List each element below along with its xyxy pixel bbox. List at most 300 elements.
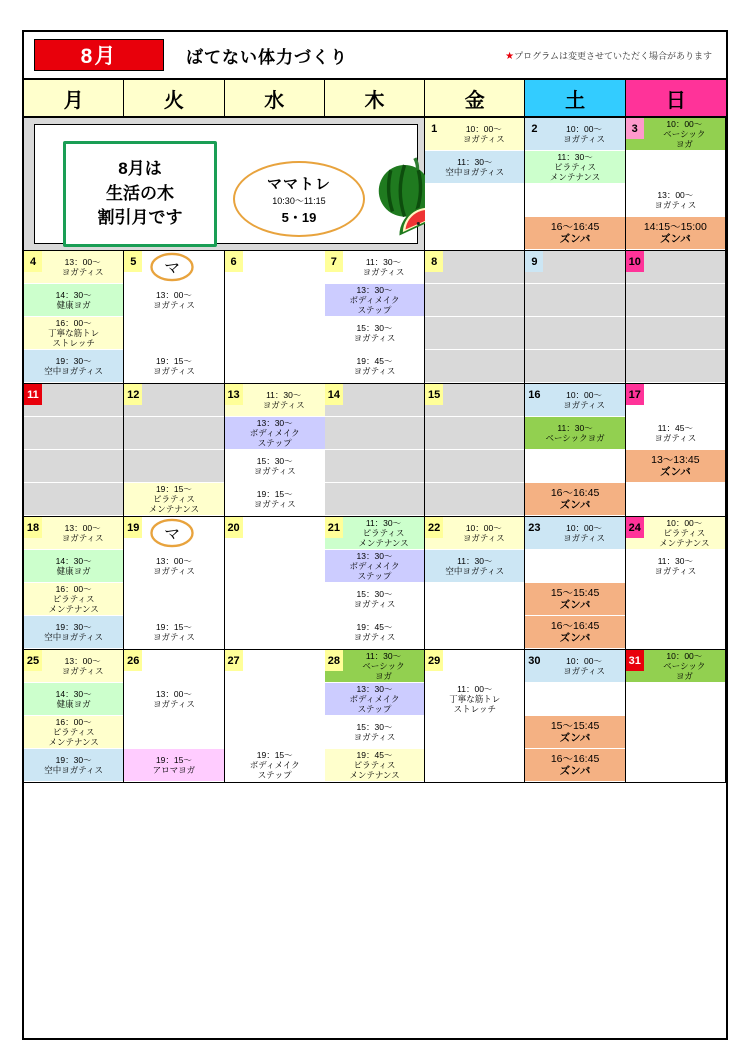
calendar-day-cell[interactable] xyxy=(425,384,525,517)
event-line: 13：00～ xyxy=(64,655,101,666)
calendar-event xyxy=(425,616,524,649)
weekday-header-row xyxy=(24,80,726,118)
month-badge: 8月 xyxy=(34,39,164,71)
event-line: ヨガティス xyxy=(153,566,195,576)
calendar-event xyxy=(325,550,424,583)
calendar-event xyxy=(24,749,123,782)
calendar-event xyxy=(24,450,123,483)
weekday-3: 木 xyxy=(325,80,425,116)
calendar-day-cell[interactable] xyxy=(225,384,325,517)
calendar-event xyxy=(124,616,223,649)
event-line: ヨガティス xyxy=(353,333,396,343)
calendar-event xyxy=(225,317,325,350)
day-number: 23 xyxy=(525,517,543,538)
event-line: メンテナンス xyxy=(48,604,99,614)
event-line: ヨガティス xyxy=(262,400,305,410)
calendar-event xyxy=(24,317,123,350)
event-line: ステップ xyxy=(357,704,392,714)
event-line: 19：45～ xyxy=(356,355,393,366)
calendar-event xyxy=(225,550,325,583)
calendar-day-cell[interactable] xyxy=(124,384,224,517)
event-line: 10：00～ xyxy=(566,522,603,533)
event-line: 15：30～ xyxy=(356,322,393,333)
calendar-event xyxy=(425,450,524,483)
calendar-day-cell[interactable] xyxy=(626,384,726,517)
calendar-event xyxy=(525,151,624,184)
event-line: ヨガティス xyxy=(253,466,296,476)
calendar-event xyxy=(425,583,524,616)
calendar-event xyxy=(525,749,624,782)
mamatore-time: 10:30～11:15 xyxy=(272,195,326,206)
calendar-event xyxy=(525,483,624,516)
calendar-event xyxy=(124,450,223,483)
event-line: ヨガティス xyxy=(654,200,697,210)
event-line: 11：30～ xyxy=(557,151,593,162)
event-line: 13：00～ xyxy=(155,688,192,699)
calendar-event xyxy=(24,417,123,450)
event-line: 13：00～ xyxy=(657,189,694,200)
calendar-event xyxy=(325,350,424,383)
day-number: 15 xyxy=(425,384,443,405)
event-line: ヨガティス xyxy=(362,267,405,277)
event-line: ピラティス xyxy=(362,527,405,538)
calendar-event xyxy=(425,749,524,782)
event-line: 15～15:45 xyxy=(550,719,600,732)
calendar-event xyxy=(425,716,524,749)
calendar-day-cell[interactable] xyxy=(525,517,625,650)
event-line: ヨガティス xyxy=(563,533,605,543)
event-line: ベーシック xyxy=(663,660,706,671)
calendar-event xyxy=(425,550,524,583)
calendar-event xyxy=(325,317,424,350)
event-line: 13：30～ xyxy=(256,417,293,428)
event-line: メンテナンス xyxy=(659,538,710,548)
calendar-event xyxy=(225,284,325,317)
calendar-event xyxy=(626,483,725,516)
event-line: 15～15:45 xyxy=(550,586,600,599)
calendar-event xyxy=(626,284,725,317)
event-line: 15：30～ xyxy=(356,588,393,599)
event-line: ズンバ xyxy=(559,499,591,511)
calendar-event xyxy=(525,550,624,583)
calendar-day-cell[interactable] xyxy=(124,650,224,783)
event-line: 10：00～ xyxy=(566,123,603,134)
calendar-event xyxy=(225,683,325,716)
calendar-event xyxy=(525,217,624,250)
event-line: 空中ヨガティス xyxy=(445,167,505,177)
calendar-day-cell[interactable] xyxy=(24,384,124,517)
event-line: ズンバ xyxy=(559,632,591,644)
calendar-event xyxy=(425,184,524,217)
day-number: 13 xyxy=(225,384,243,405)
day-number: 17 xyxy=(626,384,644,405)
event-line: ストレッチ xyxy=(453,704,496,714)
calendar-event xyxy=(626,583,725,616)
calendar-event xyxy=(325,450,424,483)
event-line: ズンバ xyxy=(559,599,591,611)
calendar-event xyxy=(325,284,424,317)
event-line: ヨガティス xyxy=(353,366,396,376)
mamatore-days: 5・19 xyxy=(281,209,317,225)
event-line: 11：30～ xyxy=(365,256,402,267)
day-number: 8 xyxy=(425,251,443,272)
calendar-day-cell[interactable] xyxy=(325,384,425,517)
event-line: 19：15～ xyxy=(155,621,192,632)
event-line: 16～16:45 xyxy=(550,752,600,765)
event-line: ヨガティス xyxy=(153,632,195,642)
calendar-day-cell[interactable] xyxy=(425,118,525,251)
event-line: ベーシック xyxy=(362,660,405,671)
calendar-event xyxy=(525,284,624,317)
weekday-0: 月 xyxy=(24,80,124,116)
calendar-event xyxy=(525,716,624,749)
calendar-day-cell[interactable] xyxy=(425,251,525,384)
event-line: ピラティス xyxy=(353,759,396,770)
calendar-day-cell[interactable] xyxy=(124,517,224,650)
event-line: 13：00～ xyxy=(155,555,192,566)
day-number: 16 xyxy=(525,384,543,405)
calendar-day-cell[interactable] xyxy=(225,650,325,783)
event-line: ヨガティス xyxy=(353,632,396,642)
event-line: 14：30～ xyxy=(55,555,92,566)
calendar-event xyxy=(425,284,524,317)
calendar-day-cell[interactable] xyxy=(525,384,625,517)
calendar-event xyxy=(626,350,725,383)
event-line: 16：00～ xyxy=(55,583,92,594)
event-line: ヨガティス xyxy=(353,732,396,742)
calendar-event xyxy=(325,716,424,749)
event-line: ピラティス xyxy=(554,161,596,172)
day-number: 7 xyxy=(325,251,343,272)
day-number: 27 xyxy=(225,650,243,671)
event-line: メンテナンス xyxy=(48,737,99,747)
calendar-event xyxy=(225,583,325,616)
event-line: ズンバ xyxy=(559,765,591,777)
event-line: ストレッチ xyxy=(52,338,95,348)
day-number: 26 xyxy=(124,650,142,671)
weekday-1: 火 xyxy=(124,80,224,116)
event-line: 19：45～ xyxy=(356,749,393,760)
event-line: 13～13:45 xyxy=(651,453,700,466)
calendar-event xyxy=(626,151,725,184)
event-line: 丁寧な筋トレ xyxy=(48,327,100,338)
event-line: ピラティス xyxy=(153,493,195,504)
event-line: ステップ xyxy=(357,571,392,581)
event-line: 19：15～ xyxy=(155,483,192,494)
event-line: ヨガティス xyxy=(61,666,104,676)
calendar-event xyxy=(325,483,424,516)
event-line: ボディメイク xyxy=(249,759,300,770)
calendar-event xyxy=(626,450,725,483)
calendar-event xyxy=(325,417,424,450)
event-line: ヨガティス xyxy=(153,366,195,376)
calendar-event xyxy=(525,683,624,716)
event-line: 健康ヨガ xyxy=(56,699,91,709)
event-line: ヨガティス xyxy=(563,400,605,410)
calendar-event xyxy=(325,583,424,616)
calendar-day-cell[interactable] xyxy=(626,251,726,384)
event-line: 15：30～ xyxy=(256,455,293,466)
calendar-event xyxy=(24,284,123,317)
event-line: ヨガティス xyxy=(563,666,605,676)
calendar-event xyxy=(124,483,223,516)
calendar-day-cell[interactable] xyxy=(525,118,625,251)
event-line: ボディメイク xyxy=(349,294,400,305)
calendar-event xyxy=(525,616,624,649)
event-line: 空中ヨガティス xyxy=(44,765,104,775)
day-number: 12 xyxy=(124,384,142,405)
event-line: 19：15～ xyxy=(256,749,293,760)
calendar-event xyxy=(124,749,223,782)
calendar-event xyxy=(225,716,325,749)
calendar-page xyxy=(22,30,728,1040)
event-line: 19：45～ xyxy=(356,621,393,632)
day-number: 22 xyxy=(425,517,443,538)
event-line: 19：30～ xyxy=(55,754,92,765)
event-line: メンテナンス xyxy=(349,770,400,780)
event-line: 16：00～ xyxy=(55,716,92,727)
event-line: 11：30～ xyxy=(365,650,402,661)
event-line: 丁寧な筋トレ xyxy=(449,693,501,704)
event-line: 10：00～ xyxy=(666,118,703,129)
event-line: 16：00～ xyxy=(55,317,92,328)
calendar-event xyxy=(425,317,524,350)
calendar-event xyxy=(225,616,325,649)
event-line: ボディメイク xyxy=(349,693,400,704)
calendar-day-cell[interactable] xyxy=(425,517,525,650)
calendar-event xyxy=(325,749,424,782)
event-line: 10：00～ xyxy=(566,655,603,666)
event-line: 13：00～ xyxy=(64,256,101,267)
calendar-day-cell[interactable] xyxy=(626,650,726,783)
calendar-day-cell[interactable] xyxy=(425,650,525,783)
event-line: ヨガティス xyxy=(153,300,195,310)
event-line: ズンバ xyxy=(659,233,691,245)
event-line: 13：00～ xyxy=(155,289,192,300)
calendar-event xyxy=(425,151,524,184)
event-line: ヨガ xyxy=(675,139,693,149)
event-line: ヨガティス xyxy=(462,134,505,144)
event-line: 19：15～ xyxy=(155,355,192,366)
event-line: ヨガ xyxy=(675,671,693,681)
calendar-header xyxy=(24,32,726,80)
calendar-event xyxy=(24,716,123,749)
day-number: 4 xyxy=(24,251,42,272)
svg-text:マ: マ xyxy=(164,260,181,278)
mamatore-info xyxy=(233,161,365,237)
calendar-event xyxy=(425,217,524,250)
day-number: 1 xyxy=(425,118,443,139)
day-number: 30 xyxy=(525,650,543,671)
event-line: ボディメイク xyxy=(349,560,400,571)
event-line: ベーシック xyxy=(663,128,706,139)
calendar-event xyxy=(525,450,624,483)
day-number: 31 xyxy=(626,650,644,671)
weekday-2: 水 xyxy=(225,80,325,116)
calendar-day-cell[interactable] xyxy=(325,251,425,384)
calendar-day-cell[interactable] xyxy=(225,251,325,384)
promo-banner xyxy=(24,118,425,251)
calendar-event xyxy=(525,583,624,616)
calendar-day-cell[interactable] xyxy=(325,517,425,650)
event-line: 16～16:45 xyxy=(550,486,600,499)
calendar-event xyxy=(24,683,123,716)
calendar-event xyxy=(425,483,524,516)
event-line: ベーシックヨガ xyxy=(545,433,605,443)
event-line: メンテナンス xyxy=(358,538,409,548)
calendar-day-cell[interactable] xyxy=(626,517,726,650)
day-number: 6 xyxy=(225,251,243,272)
calendar-event xyxy=(626,716,725,749)
day-number: 29 xyxy=(425,650,443,671)
weekday-5: 土 xyxy=(525,80,625,116)
event-line: 14:15～15:00 xyxy=(643,220,707,233)
calendar-day-cell[interactable] xyxy=(525,251,625,384)
day-number: 21 xyxy=(325,517,343,538)
calendar-day-cell[interactable] xyxy=(525,650,625,783)
event-line: ヨガティス xyxy=(654,433,697,443)
star-icon: ★ xyxy=(505,50,515,62)
calendar-day-cell[interactable] xyxy=(225,517,325,650)
calendar-event xyxy=(225,749,325,782)
event-line: ヨガティス xyxy=(61,533,104,543)
calendar-event xyxy=(525,350,624,383)
calendar-event xyxy=(325,616,424,649)
day-number: 11 xyxy=(24,384,42,405)
day-number: 28 xyxy=(325,650,343,671)
event-line: ヨガティス xyxy=(563,134,605,144)
svg-text:マ: マ xyxy=(164,526,181,544)
discount-notice-line: 割引月です xyxy=(97,208,183,228)
event-line: 16～16:45 xyxy=(550,220,600,233)
day-number: 19 xyxy=(124,517,142,538)
calendar-event xyxy=(626,184,725,217)
event-line: ズンバ xyxy=(659,466,691,478)
calendar-event xyxy=(24,616,123,649)
event-line: 空中ヨガティス xyxy=(44,366,104,376)
event-line: ヨガティス xyxy=(61,267,104,277)
day-number: 5 xyxy=(124,251,142,272)
event-line: 11：30～ xyxy=(657,555,693,566)
page-title: ばてない体力づくり xyxy=(186,47,348,67)
calendar-day-cell[interactable] xyxy=(24,517,124,650)
weekday-6: 日 xyxy=(626,80,726,116)
event-line: 10：00～ xyxy=(666,517,703,528)
calendar-event xyxy=(425,683,524,716)
calendar-day-cell[interactable] xyxy=(24,251,124,384)
event-line: 19：30～ xyxy=(55,621,92,632)
event-line: ステップ xyxy=(257,438,292,448)
calendar-event xyxy=(24,550,123,583)
day-number: 2 xyxy=(525,118,543,139)
event-line: ヨガティス xyxy=(153,699,195,709)
calendar-day-cell[interactable] xyxy=(626,118,726,251)
event-line: ズンバ xyxy=(559,732,591,744)
calendar-event xyxy=(525,184,624,217)
calendar-event xyxy=(225,450,325,483)
calendar-event xyxy=(124,284,223,317)
calendar-event xyxy=(24,483,123,516)
event-line: ステップ xyxy=(357,305,392,315)
event-line: ピラティス xyxy=(52,726,95,737)
event-line: ヨガ xyxy=(374,671,392,681)
event-line: ヨガティス xyxy=(462,533,505,543)
discount-notice xyxy=(63,141,217,247)
event-line: ピラティス xyxy=(52,593,95,604)
calendar-event xyxy=(225,417,325,450)
event-line: 10：00～ xyxy=(465,123,502,134)
event-line: ヨガティス xyxy=(353,599,396,609)
day-number: 18 xyxy=(24,517,42,538)
event-line: 11：00～ xyxy=(457,683,493,694)
event-line: メンテナンス xyxy=(148,504,200,514)
calendar-event xyxy=(124,550,223,583)
day-number: 3 xyxy=(626,118,644,139)
calendar-grid xyxy=(24,118,726,783)
calendar-event xyxy=(325,683,424,716)
day-number: 10 xyxy=(626,251,644,272)
event-line: ヨガティス xyxy=(253,499,296,509)
event-line: 空中ヨガティス xyxy=(445,566,505,576)
change-note-text: プログラムは変更させていただく場合があります xyxy=(514,50,712,61)
day-number: 20 xyxy=(225,517,243,538)
calendar-day-cell[interactable] xyxy=(325,650,425,783)
calendar-event xyxy=(626,550,725,583)
event-line: 19：15～ xyxy=(155,754,192,765)
calendar-event xyxy=(626,683,725,716)
calendar-day-cell[interactable] xyxy=(24,650,124,783)
event-line: ヨガティス xyxy=(654,566,697,576)
calendar-event xyxy=(626,417,725,450)
event-line: 11：30～ xyxy=(365,517,402,528)
event-line: 健康ヨガ xyxy=(56,300,91,310)
event-line: 空中ヨガティス xyxy=(44,632,104,642)
event-line: 11：30～ xyxy=(457,156,493,167)
event-line: アロマヨガ xyxy=(152,765,196,775)
event-line: 10：00～ xyxy=(465,522,502,533)
calendar-event xyxy=(626,217,725,250)
event-line: 10：00～ xyxy=(566,389,603,400)
event-line: 13：30～ xyxy=(356,550,393,561)
calendar-event xyxy=(124,716,223,749)
calendar-event xyxy=(124,683,223,716)
event-line: ステップ xyxy=(257,770,292,780)
promo-banner-inner xyxy=(34,124,418,244)
event-line: 15：30～ xyxy=(356,721,393,732)
event-line: 19：30～ xyxy=(55,355,92,366)
calendar-event xyxy=(24,350,123,383)
event-line: 14：30～ xyxy=(55,688,92,699)
weekday-4: 金 xyxy=(425,80,525,116)
calendar-event xyxy=(225,483,325,516)
event-line: 14：30～ xyxy=(55,289,92,300)
event-line: ピラティス xyxy=(663,527,706,538)
calendar-day-cell[interactable] xyxy=(124,251,224,384)
day-number: 14 xyxy=(325,384,343,405)
calendar-event xyxy=(626,616,725,649)
calendar-event xyxy=(124,583,223,616)
event-line: 13：30～ xyxy=(356,683,393,694)
event-line: ズンバ xyxy=(559,233,591,245)
calendar-event xyxy=(225,350,325,383)
event-line: ボディメイク xyxy=(249,427,300,438)
event-line: 13：30～ xyxy=(356,284,393,295)
calendar-event xyxy=(425,417,524,450)
event-line: 16～16:45 xyxy=(550,619,600,632)
calendar-event xyxy=(626,317,725,350)
calendar-event xyxy=(626,749,725,782)
discount-notice-line: 8月は xyxy=(118,159,162,179)
